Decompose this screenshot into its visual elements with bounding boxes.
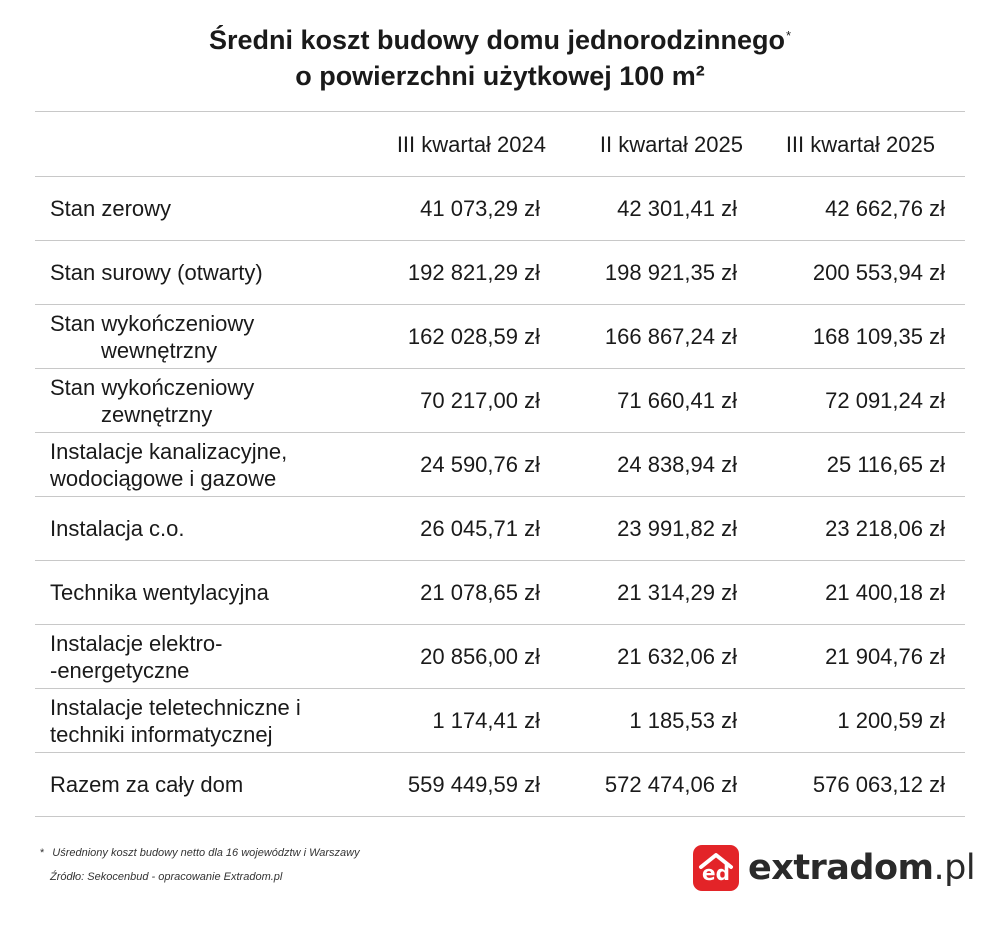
title-footnote-marker: * <box>785 28 792 43</box>
row-label-line-1: Stan wykończeniowy <box>50 310 255 336</box>
value-cell: 1 185,53 zł <box>629 708 737 733</box>
row-label-line-1: Stan surowy (otwarty) <box>50 260 263 285</box>
value-cell: 23 218,06 zł <box>825 516 945 541</box>
table-row <box>35 177 965 241</box>
column-header: III kwartał 2025 <box>785 131 935 157</box>
value-cell: 572 474,06 zł <box>604 772 737 797</box>
row-label-line-1: Instalacje teletechniczne i <box>50 694 301 720</box>
table-row <box>35 433 965 497</box>
extradom-logo <box>693 845 975 891</box>
value-cell: 71 660,41 zł <box>617 388 737 413</box>
value-cell: 21 314,29 zł <box>617 580 737 605</box>
value-cell: 72 091,24 zł <box>825 388 945 413</box>
footnote-source: Źródło: Sekocenbud - opracowanie Extradom.pl <box>50 871 283 883</box>
row-label <box>35 374 365 428</box>
row-label-line-2: wewnętrzny <box>101 337 218 363</box>
value-cell: 559 449,59 zł <box>407 772 540 797</box>
table-row <box>35 369 965 433</box>
value-cell: 42 662,76 zł <box>825 196 945 221</box>
row-label <box>35 438 365 492</box>
value-cell: 162 028,59 zł <box>407 324 540 349</box>
row-label <box>35 515 365 542</box>
table-header-row <box>35 112 965 177</box>
value-cell: 20 856,00 zł <box>420 644 540 669</box>
value-cell: 70 217,00 zł <box>420 388 540 413</box>
row-label-line-2: zewnętrzny <box>101 401 213 427</box>
cost-table <box>35 111 965 817</box>
footnote-note <box>40 847 360 859</box>
logo-tld: .pl <box>933 848 976 888</box>
logo-mark-text: ed <box>702 861 730 885</box>
table-row <box>35 753 965 817</box>
row-label <box>35 195 365 222</box>
logo-wordmark: extradom.pl <box>748 848 976 888</box>
value-cell: 26 045,71 zł <box>420 516 540 541</box>
value-cell: 166 867,24 zł <box>604 324 737 349</box>
title-line-1: Średni koszt budowy domu jednorodzinnego* <box>208 25 792 55</box>
row-label-line-1: Instalacja c.o. <box>50 516 185 541</box>
value-cell: 21 632,06 zł <box>617 644 737 669</box>
row-label-line-1: Stan wykończeniowy <box>50 374 255 400</box>
table-row <box>35 689 965 753</box>
value-cell: 25 116,65 zł <box>826 452 945 477</box>
table-row <box>35 497 965 561</box>
row-label-line-1: Technika wentylacyjna <box>50 580 269 605</box>
row-label-line-2: -energetyczne <box>50 657 190 683</box>
column-header: III kwartał 2024 <box>396 131 546 157</box>
title-line-2: o powierzchni użytkowej 100 m² <box>295 61 705 91</box>
value-cell: 24 590,76 zł <box>420 452 540 477</box>
value-cell: 42 301,41 zł <box>617 196 737 221</box>
table-row <box>35 625 965 689</box>
row-label-line-1: Stan zerowy <box>50 196 172 221</box>
row-label <box>35 630 365 684</box>
row-label-line-1: Instalacje elektro- <box>50 630 223 656</box>
row-label <box>35 310 365 364</box>
value-cell: 168 109,35 zł <box>812 324 945 349</box>
row-label <box>35 694 365 748</box>
column-header: II kwartał 2025 <box>599 131 743 157</box>
row-label <box>35 771 365 798</box>
value-cell: 41 073,29 zł <box>420 196 540 221</box>
house-icon <box>693 845 739 891</box>
value-cell: 198 921,35 zł <box>604 260 737 285</box>
page-title <box>0 22 1000 94</box>
footnote-text: Uśredniony koszt budowy netto dla 16 województw i Warszawy <box>52 847 360 859</box>
row-label <box>35 579 365 606</box>
row-label-line-2: techniki informatycznej <box>50 721 273 747</box>
row-label-line-1: Razem za cały dom <box>50 772 244 797</box>
table-row <box>35 561 965 625</box>
table-row <box>35 241 965 305</box>
row-label-line-1: Instalacje kanalizacyjne, <box>50 438 288 464</box>
footnote-marker: * <box>40 847 45 859</box>
value-cell: 1 200,59 zł <box>837 708 945 733</box>
table-row <box>35 305 965 369</box>
value-cell: 21 904,76 zł <box>825 644 945 669</box>
row-label-line-2: wodociągowe i gazowe <box>50 465 277 491</box>
value-cell: 200 553,94 zł <box>812 260 945 285</box>
value-cell: 1 174,41 zł <box>432 708 540 733</box>
value-cell: 21 400,18 zł <box>825 580 945 605</box>
value-cell: 576 063,12 zł <box>812 772 945 797</box>
value-cell: 23 991,82 zł <box>617 516 737 541</box>
row-label <box>35 259 365 286</box>
table-body <box>35 177 965 817</box>
value-cell: 21 078,65 zł <box>420 580 540 605</box>
value-cell: 192 821,29 zł <box>407 260 540 285</box>
value-cell: 24 838,94 zł <box>617 452 737 477</box>
